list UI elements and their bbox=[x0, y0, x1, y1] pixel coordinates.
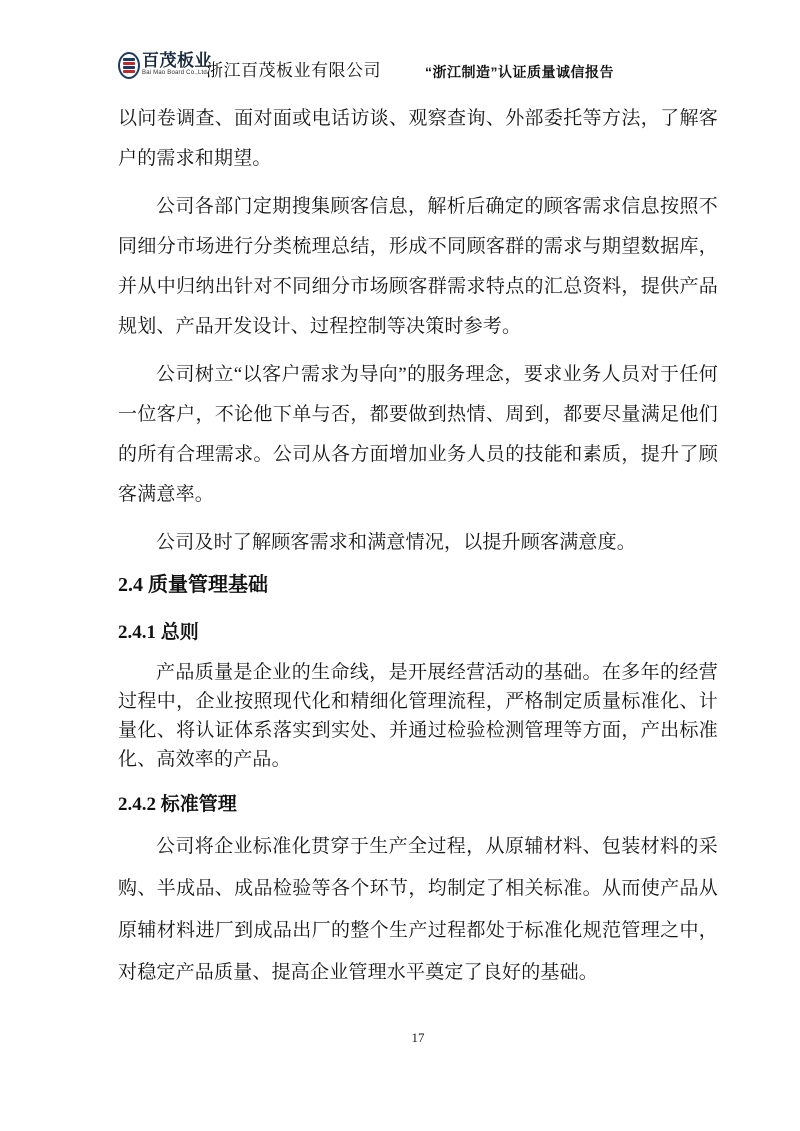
section-heading-2-4: 2.4 质量管理基础 bbox=[118, 574, 268, 596]
paragraph: 公司及时了解顾客需求和满意情况，以提升顾客满意度。 bbox=[156, 532, 637, 553]
subsection-heading-2-4-1: 2.4.1 总则 bbox=[118, 622, 199, 643]
page-number: 17 bbox=[411, 1030, 425, 1045]
logo-stripe bbox=[123, 62, 135, 65]
paragraph-continuation: 以问卷调查、面对面或电话访谈、观察查询、外部委托等方法，了解客户的需求和期望。 bbox=[118, 108, 718, 169]
paragraph: 公司树立“以客户需求为导向”的服务理念，要求业务人员对于任何一位客户，不论他下单与否，都要做到热情、周到，都要尽量满足他们的所有合理需求。公司从各方面增加业务人员的技能和素质，提升了顾客满意率。 bbox=[118, 364, 718, 505]
logo-stripe bbox=[123, 58, 135, 61]
header-company-name: 浙江百茂板业有限公司 bbox=[206, 61, 381, 80]
logo-brand-name: 百茂板业 bbox=[142, 51, 212, 70]
paragraph: 产品质量是企业的生命线，是开展经营活动的基础。在多年的经营过程中，企业按照现代化和精细化管理流程，严格制定质量标准化、计量化、将认证体系落实到实处、并通过检验检测管理等方面，产出标准化、高效率的产品。 bbox=[118, 662, 718, 770]
logo-text-block bbox=[142, 52, 212, 77]
company-logo bbox=[118, 52, 212, 79]
logo-stripe bbox=[123, 70, 135, 73]
paragraph: 公司将企业标准化贯穿于生产全过程，从原辅材料、包装材料的采购、半成品、成品检验等各个环节，均制定了相关标准。从而使产品从原辅材料进厂到成品出厂的整个生产过程都处于标准化规范管理之中，对稳定产品质量、提高企业管理水平奠定了良好的基础。 bbox=[118, 836, 718, 983]
baimao-logo-icon bbox=[118, 52, 140, 79]
header-report-title: “浙江制造”认证质量诚信报告 bbox=[425, 64, 614, 80]
logo-brand-subtext: Bai Mao Board Co.,Ltd. bbox=[142, 70, 209, 76]
subsection-heading-2-4-2: 2.4.2 标准管理 bbox=[118, 794, 237, 815]
page-header bbox=[0, 0, 800, 95]
paragraph: 公司各部门定期搜集顾客信息，解析后确定的顾客需求信息按照不同细分市场进行分类梳理总结，形成不同顾客群的需求与期望数据库，并从中归纳出针对不同细分市场顾客群需求特点的汇总资料，提供产品规划、产品开发设计、过程控制等决策时参考。 bbox=[118, 196, 718, 337]
document-body bbox=[118, 99, 718, 994]
page-footer bbox=[118, 1030, 718, 1046]
logo-stripe bbox=[123, 66, 135, 69]
